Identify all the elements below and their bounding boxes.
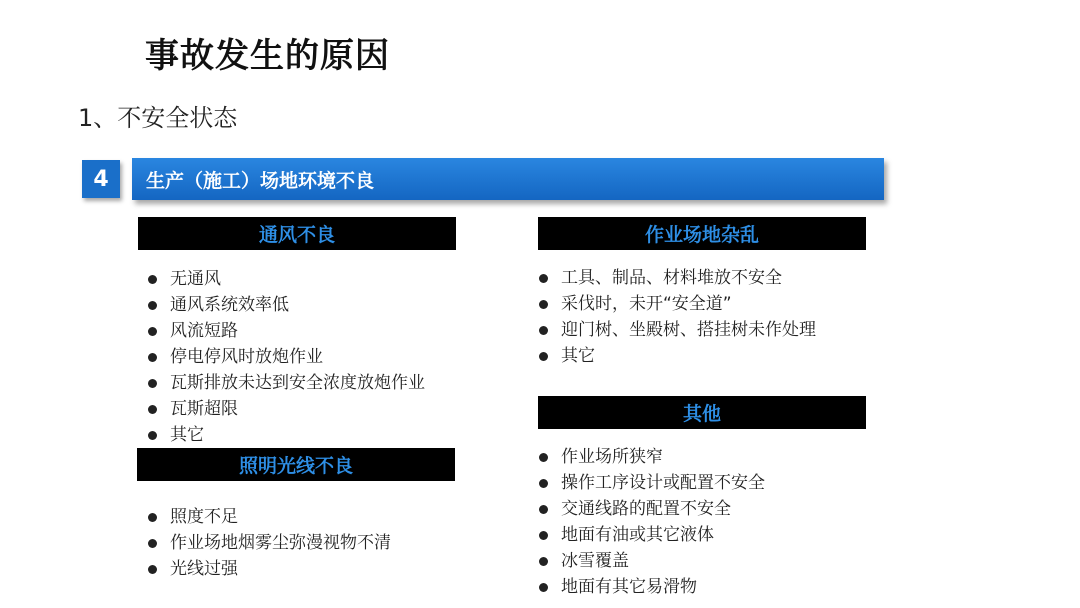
list-item: 地面有油或其它液体 (537, 522, 765, 548)
list-item: 采伐时，未开“安全道” (537, 291, 816, 317)
list-item: 其它 (537, 343, 816, 369)
list-item: 交通线路的配置不安全 (537, 496, 765, 522)
list-item: 其它 (146, 422, 425, 448)
list-item: 光线过强 (146, 556, 391, 582)
list-item: 照度不足 (146, 504, 391, 530)
section-heading-clutter: 作业场地杂乱 (538, 217, 866, 250)
list-item: 瓦斯排放未达到安全浓度放炮作业 (146, 370, 425, 396)
list-item: 风流短路 (146, 318, 425, 344)
list-item: 作业场地烟雾尘弥漫视物不清 (146, 530, 391, 556)
banner-bar (132, 158, 884, 200)
list-lighting (146, 504, 391, 582)
section-heading-other: 其他 (538, 396, 866, 429)
list-item: 冰雪覆盖 (537, 548, 765, 574)
list-item: 地面有其它易滑物 (537, 574, 765, 600)
list-item: 操作工序设计或配置不安全 (537, 470, 765, 496)
list-item: 瓦斯超限 (146, 396, 425, 422)
list-item: 无通风 (146, 266, 425, 292)
list-item: 迎门树、坐殿树、搭挂树未作处理 (537, 317, 816, 343)
list-item: 停电停风时放炮作业 (146, 344, 425, 370)
list-item: 工具、制品、材料堆放不安全 (537, 265, 816, 291)
list-item: 通风系统效率低 (146, 292, 425, 318)
list-clutter (537, 265, 816, 369)
list-ventilation (146, 266, 425, 448)
banner-text: 生产（施工）场地环境不良 (146, 169, 375, 192)
slide-title: 事故发生的原因 (145, 36, 390, 76)
section-heading-ventilation: 通风不良 (138, 217, 456, 250)
section-heading-lighting: 照明光线不良 (137, 448, 455, 481)
list-item: 作业场所狭窄 (537, 444, 765, 470)
banner-number: 4 (82, 160, 120, 198)
slide-subtitle: 1、不安全状态 (78, 104, 238, 132)
list-other (537, 444, 765, 600)
